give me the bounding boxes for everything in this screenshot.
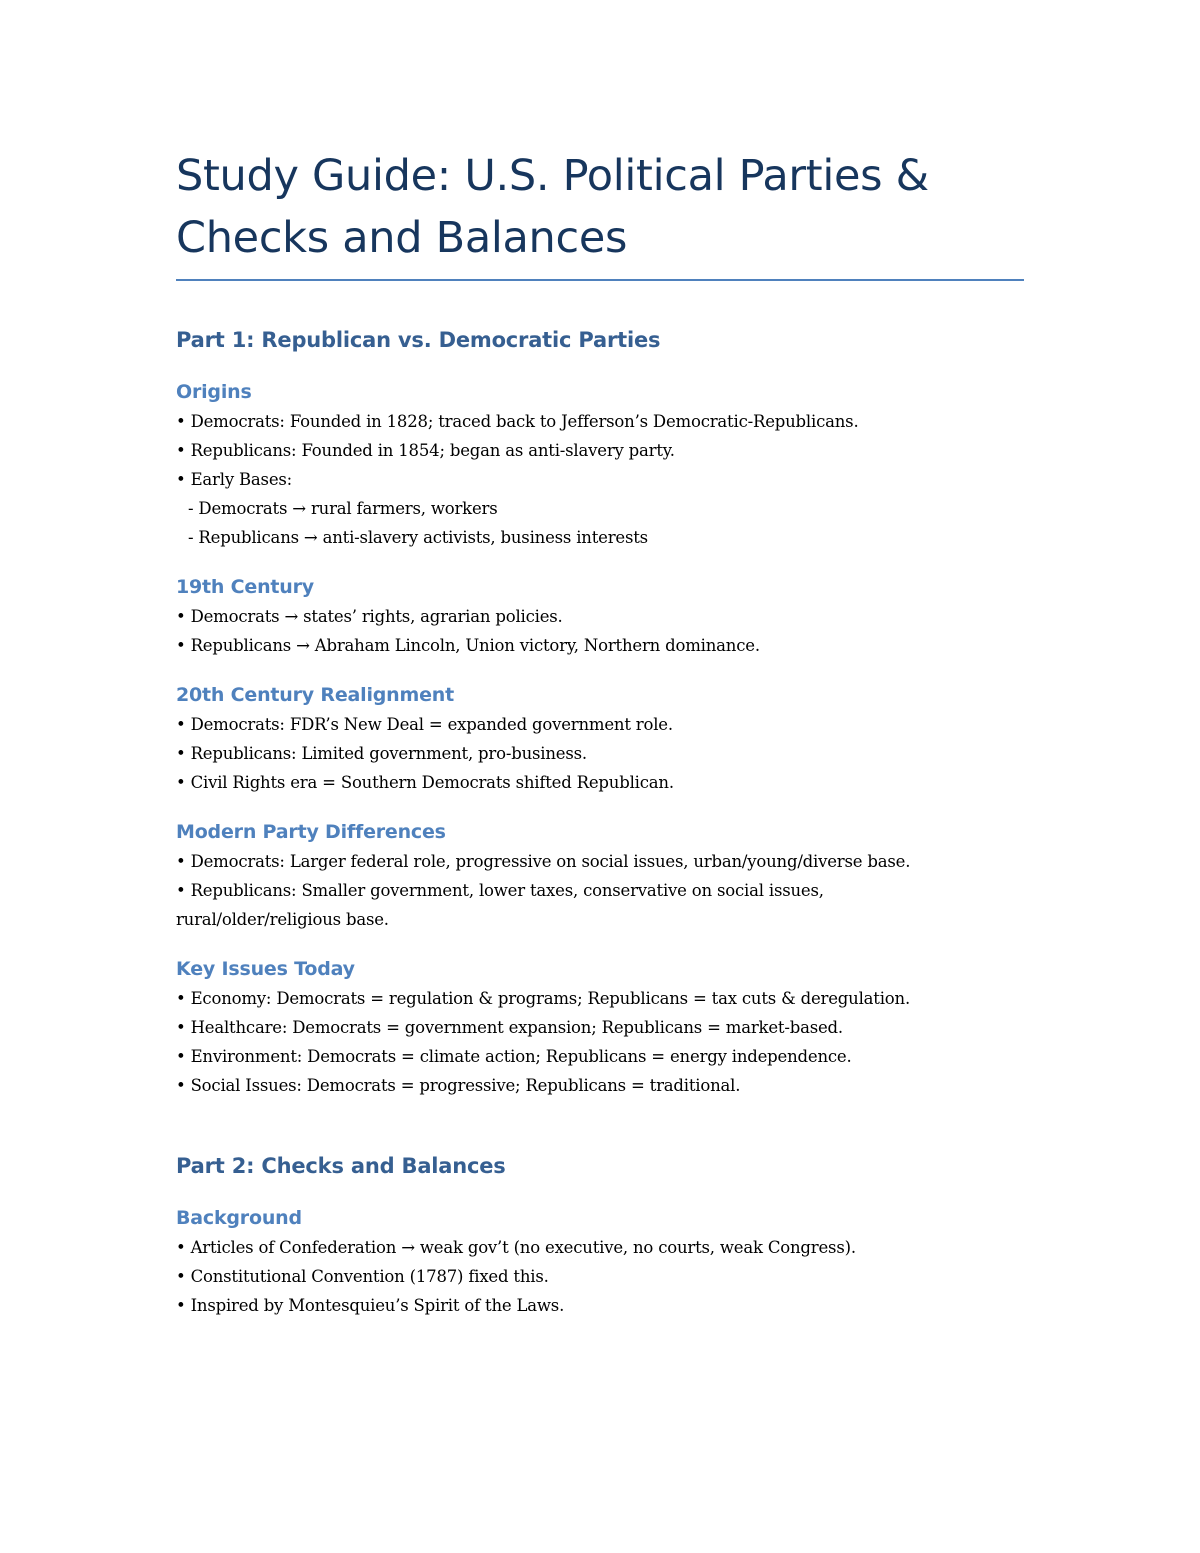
origins-heading: Origins (176, 381, 252, 403)
list-item: • Republicans: Founded in 1854; began as anti-slavery party. (176, 441, 675, 460)
title-line-2: Checks and Balances (176, 213, 628, 263)
background-heading: Background (176, 1207, 302, 1229)
list-item: • Republicans: Smaller government, lower taxes, conservative on social issues, (176, 881, 824, 900)
list-item: • Healthcare: Democrats = government expansion; Republicans = market-based. (176, 1018, 843, 1037)
list-item: • Democrats: Larger federal role, progressive on social issues, urban/young/diverse base. (176, 852, 911, 871)
list-item: • Republicans: Limited government, pro-business. (176, 744, 587, 763)
issues-heading: Key Issues Today (176, 958, 355, 980)
list-item: • Articles of Confederation → weak gov’t (no executive, no courts, weak Congress). (176, 1238, 856, 1257)
list-item: • Economy: Democrats = regulation & programs; Republicans = tax cuts & deregulation. (176, 989, 911, 1008)
title-divider (176, 279, 1024, 281)
list-item: • Social Issues: Democrats = progressive; Republicans = traditional. (176, 1076, 741, 1095)
modern-list (176, 847, 1026, 934)
part1-heading: Part 1: Republican vs. Democratic Parties (176, 328, 661, 352)
list-item: • Republicans → Abraham Lincoln, Union victory, Northern dominance. (176, 636, 760, 655)
origins-list (176, 407, 1026, 552)
list-subitem: - Republicans → anti-slavery activists, business interests (188, 528, 648, 547)
list-item: • Civil Rights era = Southern Democrats shifted Republican. (176, 773, 674, 792)
list-subitem: - Democrats → rural farmers, workers (188, 499, 498, 518)
modern-heading: Modern Party Differences (176, 821, 446, 843)
list-item: • Environment: Democrats = climate action; Republicans = energy independence. (176, 1047, 852, 1066)
list-item: • Early Bases: (176, 470, 293, 489)
document-page (176, 145, 1026, 1320)
list-item: • Inspired by Montesquieu’s Spirit of the Laws. (176, 1296, 565, 1315)
background-list (176, 1233, 1026, 1320)
century19-list (176, 602, 1026, 660)
list-item: • Democrats → states’ rights, agrarian policies. (176, 607, 563, 626)
list-item: • Democrats: FDR’s New Deal = expanded government role. (176, 715, 673, 734)
list-item: • Constitutional Convention (1787) fixed this. (176, 1267, 549, 1286)
century20-list (176, 710, 1026, 797)
document-title (176, 145, 1026, 269)
century19-heading: 19th Century (176, 576, 314, 598)
issues-list (176, 984, 1026, 1100)
part2-heading: Part 2: Checks and Balances (176, 1154, 506, 1178)
title-line-1: Study Guide: U.S. Political Parties & (176, 151, 929, 201)
list-item: • Democrats: Founded in 1828; traced back to Jefferson’s Democratic-Republicans. (176, 412, 859, 431)
century20-heading: 20th Century Realignment (176, 684, 454, 706)
list-item: rural/older/religious base. (176, 910, 389, 929)
